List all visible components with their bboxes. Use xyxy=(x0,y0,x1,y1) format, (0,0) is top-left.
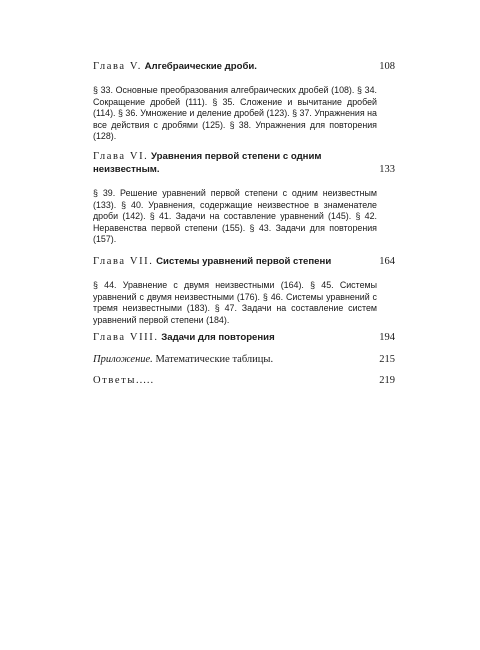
chapter-title: Задачи для повторения xyxy=(161,332,275,343)
leader-dots: ..... xyxy=(135,375,155,386)
page-number: 219 xyxy=(379,375,395,386)
chapter-title: Системы уравнений первой степени xyxy=(156,256,332,267)
page-number: 215 xyxy=(379,354,395,365)
chapter-heading xyxy=(93,60,361,73)
page-number: 133 xyxy=(379,164,395,175)
toc-entry-appendix xyxy=(93,353,395,366)
appendix-prefix: Приложение. xyxy=(93,354,153,365)
page-number: 164 xyxy=(379,256,395,267)
toc-entry-chapter-6 xyxy=(93,150,395,246)
section-list: § 33. Основные преобразования алгебраических дробей (108). § 34. Сокращение дробей (111). § 35. Сложение и вычитание дробей (114). § 36. Умножение и деление дробей (123). § 37. Упражнения на все действия с дробями (125). § 38. Упражнения для повторения (128). xyxy=(93,85,377,142)
section-list: § 39. Решение уравнений первой степени с одним неизвестным (133). § 40. Уравнения, содержащие неизвестное в знаменателе дроби (142). § 41. Задачи на составление уравнений (145). § 42. Неравенства первой степени (155). § 43. Задачи для повторения (157). xyxy=(93,188,377,245)
page-number: 108 xyxy=(379,61,395,72)
answers-label: Ответы xyxy=(93,375,136,386)
appendix-heading xyxy=(93,353,361,366)
answers-heading xyxy=(93,374,361,387)
chapter-title: Алгебраические дроби. xyxy=(144,61,257,72)
toc-entry-answers xyxy=(93,374,395,387)
chapter-title: Уравнения первой степени с одним неизвестным. xyxy=(93,151,322,175)
chapter-heading xyxy=(93,255,361,268)
chapter-prefix: Глава VII. xyxy=(93,256,154,267)
toc-entry-chapter-7 xyxy=(93,255,395,326)
appendix-title: Математические таблицы. xyxy=(155,354,274,365)
chapter-heading xyxy=(93,150,361,176)
chapter-prefix: Глава VIII. xyxy=(93,332,159,343)
chapter-prefix: Глава V. xyxy=(93,61,142,72)
chapter-prefix: Глава VI. xyxy=(93,151,149,162)
toc-entry-chapter-5 xyxy=(93,60,395,143)
section-list: § 44. Уравнение с двумя неизвестными (164). § 45. Системы уравнений с двумя неизвестными (176). § 46. Системы уравнений с тремя неизвестными (183). § 47. Задачи на составление систем уравнений первой степени (184). xyxy=(93,280,377,325)
page-number: 194 xyxy=(379,332,395,343)
toc-entry-chapter-8 xyxy=(93,331,395,344)
chapter-heading xyxy=(93,331,361,344)
